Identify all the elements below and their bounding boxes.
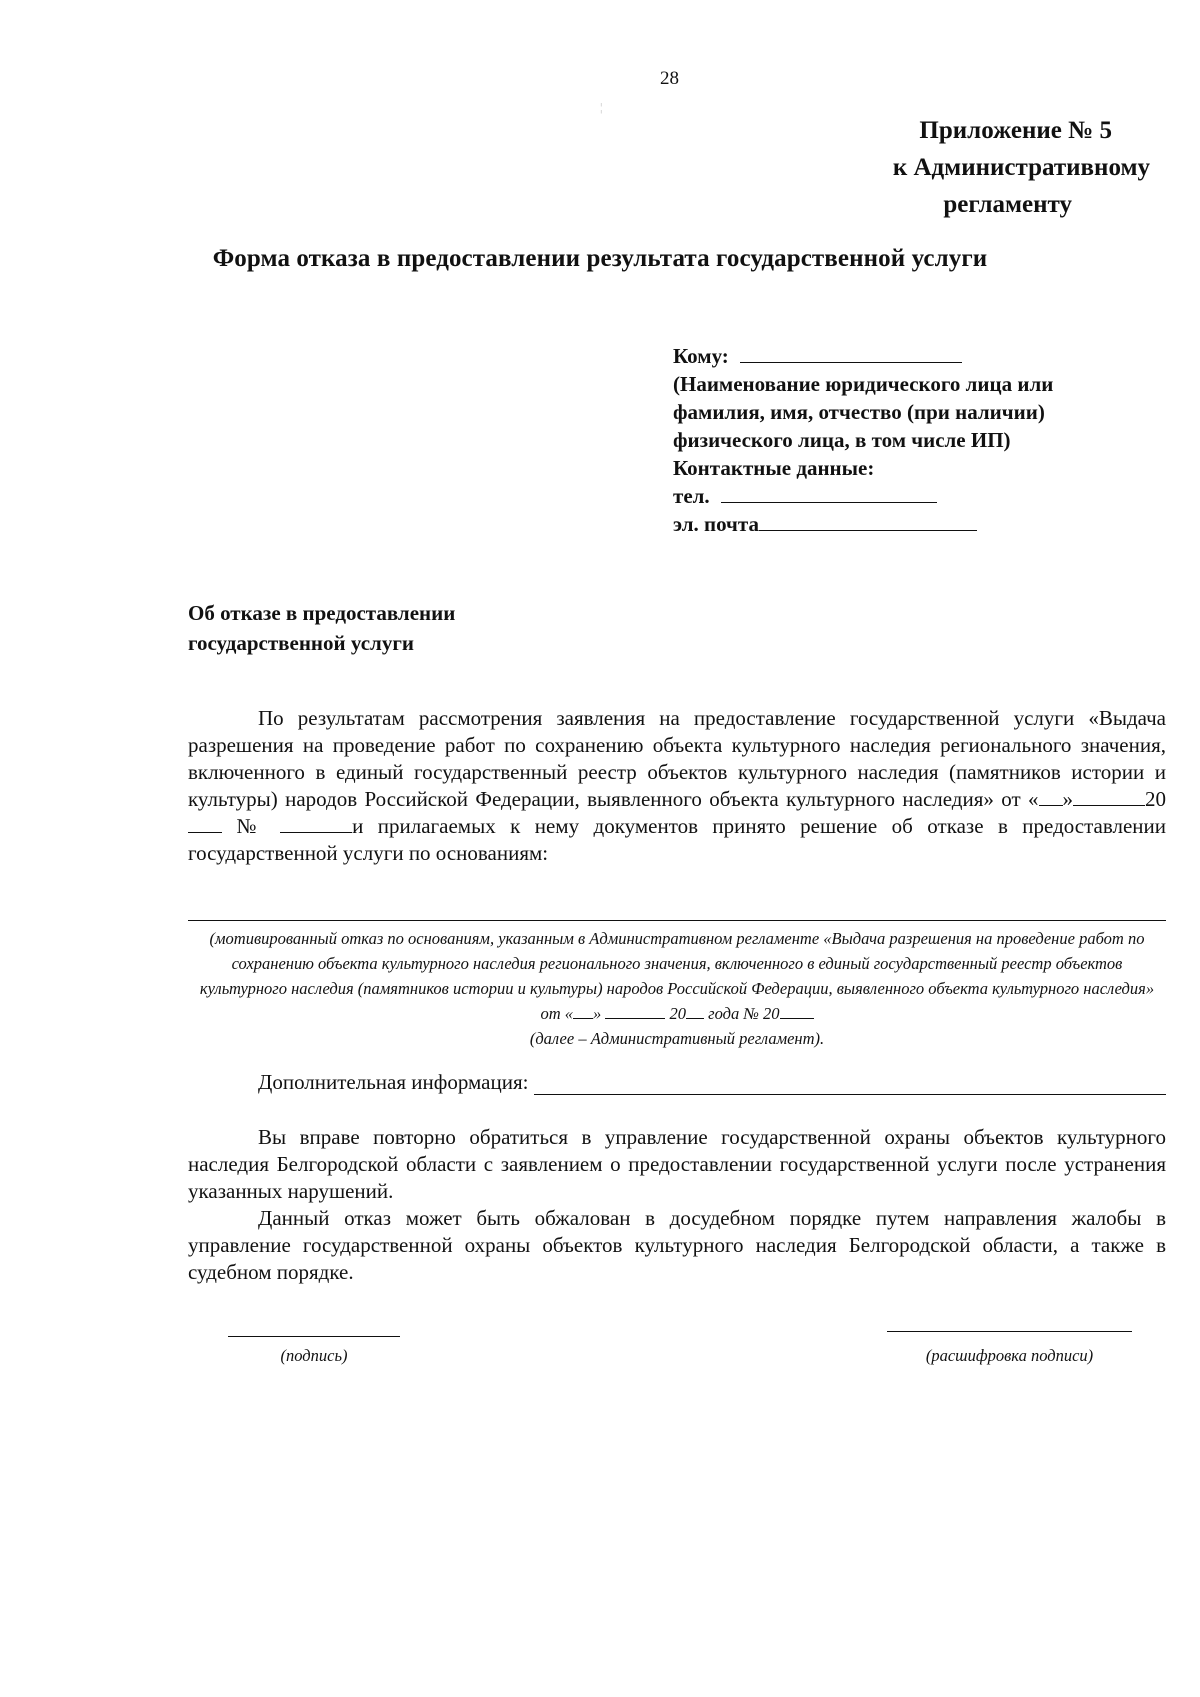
appendix-reference: к Административному [892, 154, 1150, 181]
reasons-caption-text-d: года № 20 [708, 1004, 780, 1023]
form-title: Форма отказа в предоставлении результата государственной услуги [212, 245, 988, 272]
signature-line[interactable] [228, 1336, 400, 1337]
decision-text-a: По результатам рассмотрения заявления на предоставление государственной услуги «Выдача разрешения на проведение работ по сохранению объекта культурного наследия регионального значения, включенного в единый государственный реестр объектов культурного наследия (памятников истории и культуры) народов Российской Федерации, выявленного объекта культурного наследия» от « [188, 706, 1166, 811]
decision-text-e: и прилагаемых к нему документов принято решение об отказе в предоставлении государственной услуги по основаниям: [188, 814, 1167, 865]
subject-line-2: государственной услуги [188, 631, 414, 655]
decision-text-d: № [236, 814, 266, 838]
reapply-paragraph [188, 1124, 1166, 1205]
reasons-caption-month-blank [605, 1004, 665, 1019]
reasons-caption-text-c: 20 [669, 1004, 687, 1023]
recipient-name-hint-3: физического лица, в том числе ИП) [673, 428, 1011, 452]
appeal-paragraph [188, 1205, 1166, 1286]
appendix-header [710, 112, 1150, 223]
decision-text-b: » [1062, 787, 1073, 811]
recipient-email-row [673, 510, 1153, 538]
decision-number-field[interactable] [280, 814, 352, 833]
reasons-caption [188, 926, 1166, 1051]
recipient-to-field[interactable] [740, 344, 962, 363]
appeal-text: Данный отказ может быть обжалован в досудебном порядке путем направления жалобы в управление государственной охраны объектов культурного наследия Белгородской области, а также в судебном порядке. [188, 1206, 1166, 1284]
reasons-caption-year-blank [686, 1004, 704, 1019]
recipient-to-label: Кому: [673, 344, 729, 368]
appendix-number: Приложение № 5 [919, 117, 1112, 144]
reapply-text: Вы вправе повторно обратиться в управление государственной охраны объектов культурного наследия Белгородской области с заявлением о предоставлении государственной услуги после устранения указанных нарушений. [188, 1125, 1166, 1203]
reasons-caption-number-blank [780, 1004, 814, 1019]
decision-date-month-field[interactable] [1073, 787, 1145, 806]
page-number: 28 [660, 68, 679, 89]
additional-info-row [258, 1070, 1166, 1095]
reasons-caption-day-blank [573, 1004, 593, 1019]
signature-caption: (подпись) [280, 1346, 348, 1365]
recipient-phone-row [673, 482, 1153, 510]
decision-paragraph [188, 705, 1166, 867]
decision-date-year-field[interactable] [188, 814, 222, 833]
reasons-caption-text-e: (далее – Административный регламент). [529, 1029, 825, 1048]
signature-decoding-caption: (расшифровка подписи) [925, 1346, 1094, 1365]
additional-info-field[interactable] [534, 1072, 1166, 1095]
decision-text-c: 20 [1145, 787, 1166, 811]
recipient-phone-label: тел. [673, 484, 710, 508]
recipient-email-label: эл. почта [673, 512, 759, 536]
scan-artifact: ¦ [600, 100, 603, 114]
recipient-contacts-label: Контактные данные: [673, 456, 875, 480]
decision-date-day-field[interactable] [1039, 787, 1063, 806]
recipient-phone-field[interactable] [721, 484, 937, 503]
reasons-caption-text-b: » [593, 1004, 602, 1023]
recipient-name-hint-2: фамилия, имя, отчество (при наличии) [673, 400, 1045, 424]
reasons-input-line[interactable] [188, 920, 1166, 921]
recipient-block [673, 342, 1153, 538]
signature-decoding-line[interactable] [887, 1331, 1132, 1332]
reasons-caption-text-a: (мотивированный отказ по основаниям, указанным в Административном регламенте «Выдача разрешения на проведение работ по сохранению объекта культурного наследия регионального значения, включенного в единый государственный реестр объектов культурного наследия (памятников истории и культуры) народов Российской Федерации, выявленного объекта культурного наследия» от « [199, 929, 1155, 1023]
additional-info-label: Дополнительная информация: [258, 1070, 529, 1094]
recipient-email-field[interactable] [759, 512, 977, 531]
subject-line-1: Об отказе в предоставлении [188, 601, 456, 625]
subject-block [188, 598, 455, 658]
recipient-to-row [673, 342, 1153, 370]
appendix-reference-cont: регламенту [943, 191, 1072, 218]
recipient-name-hint-1: (Наименование юридического лица или [673, 372, 1054, 396]
